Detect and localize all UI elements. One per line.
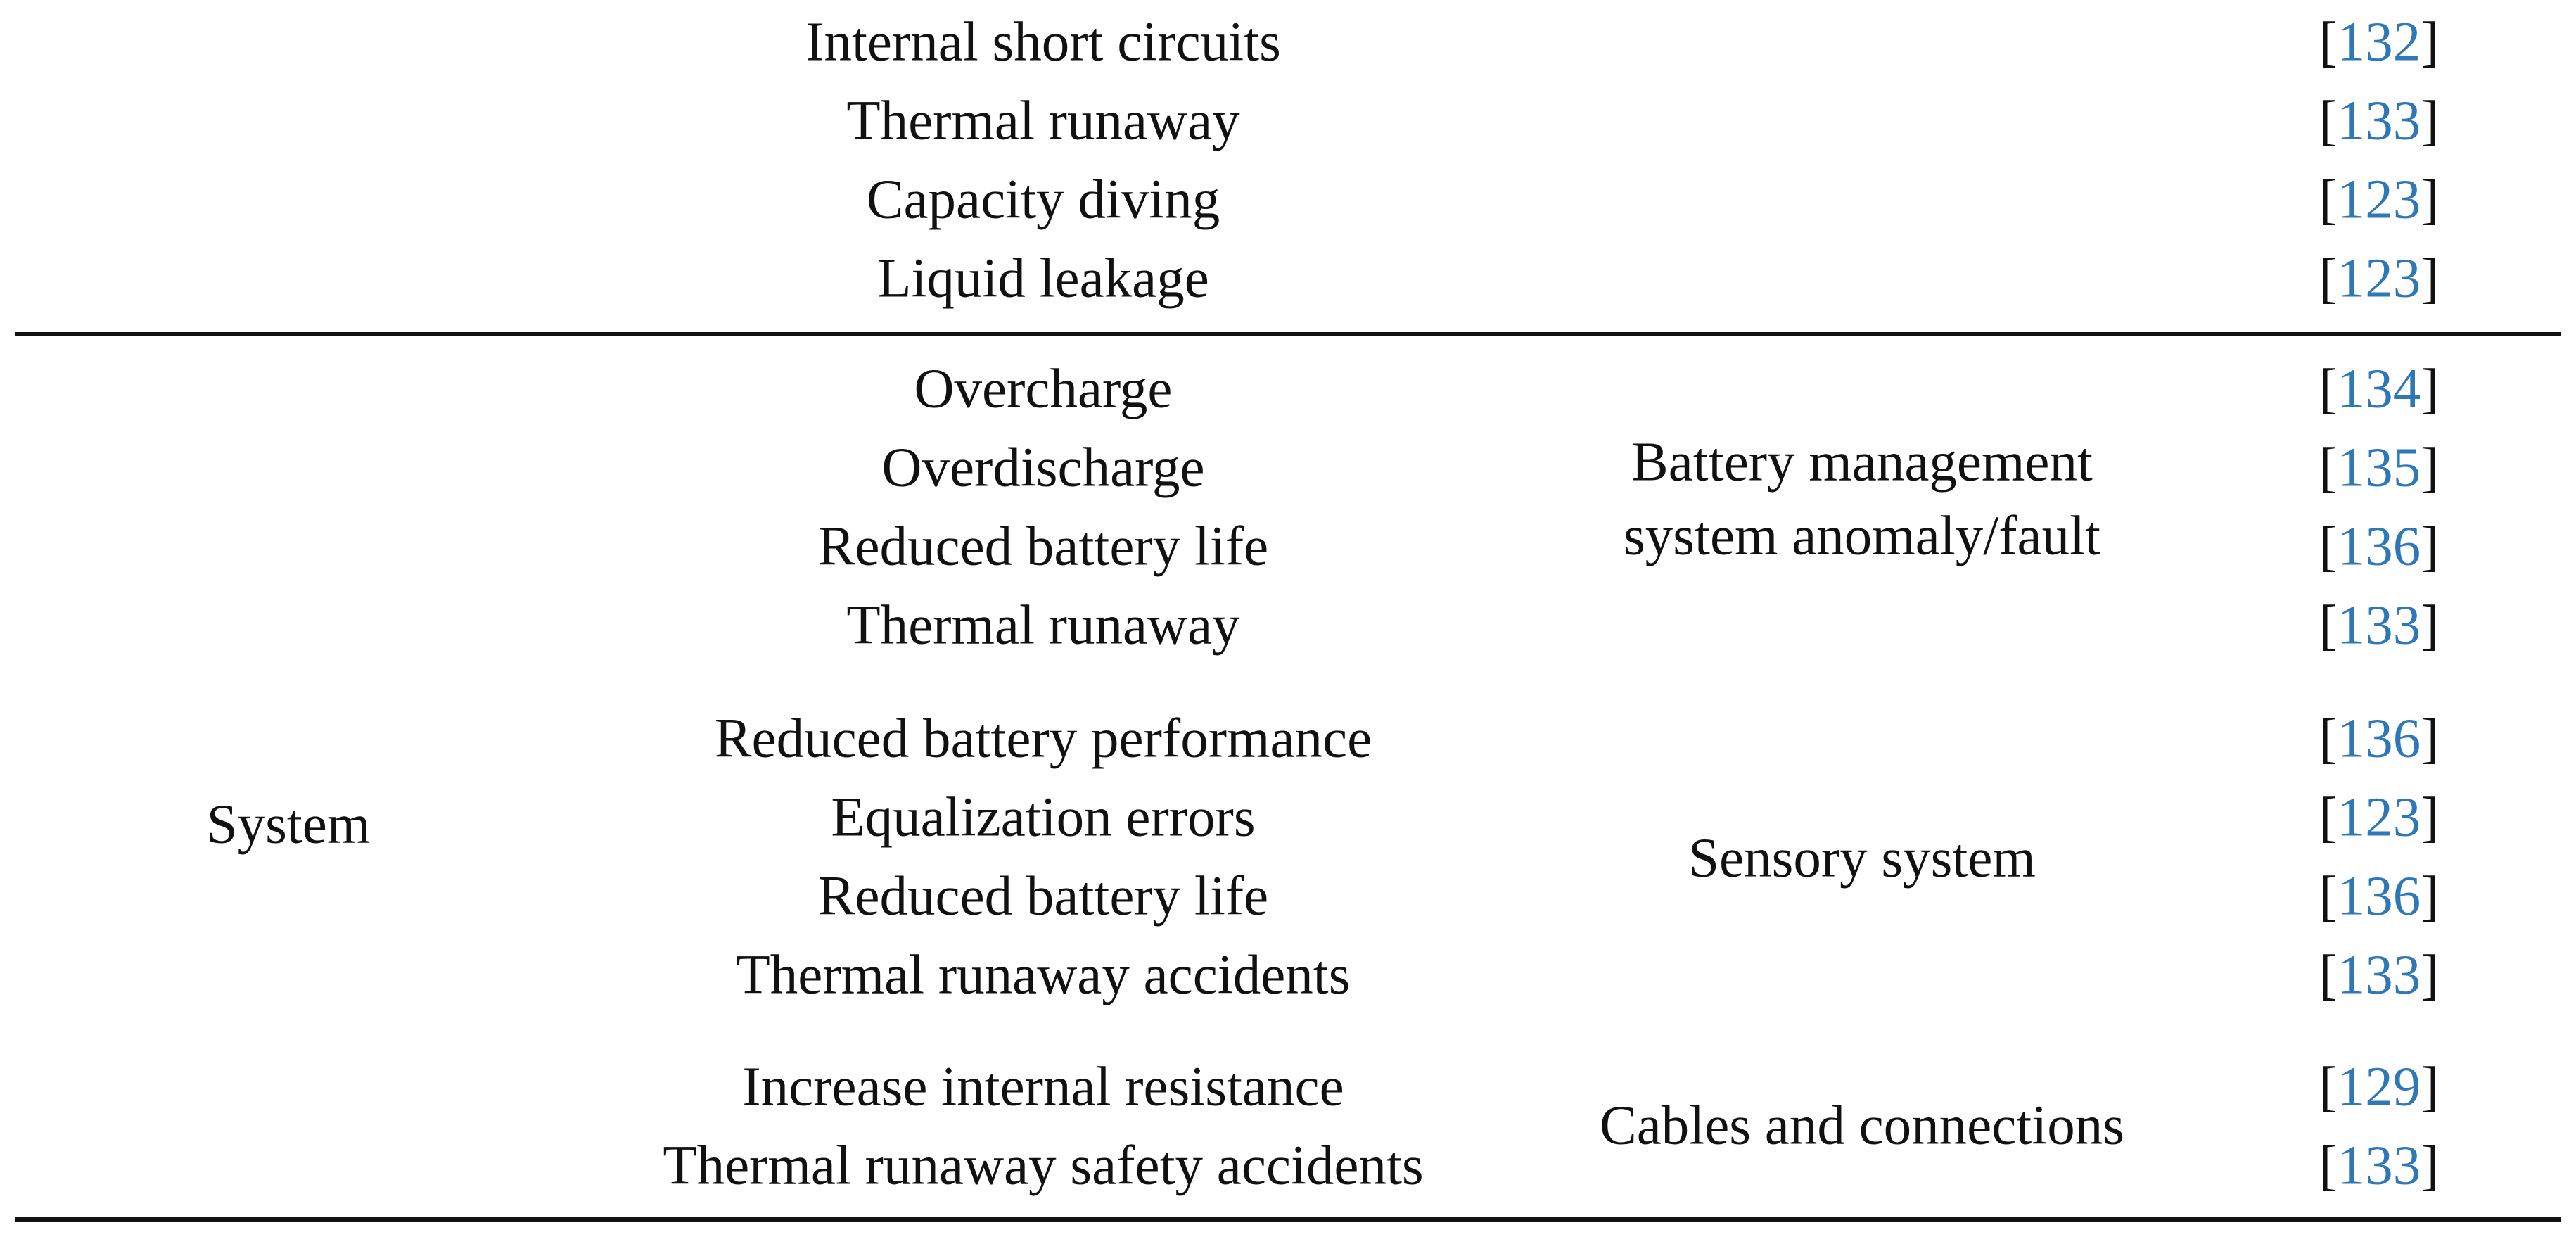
- close-bracket: ]: [2421, 1056, 2440, 1118]
- open-bracket: [: [2319, 90, 2338, 152]
- reference-cell: [2319, 944, 2440, 1006]
- effect-cell: Thermal runaway: [846, 90, 1240, 152]
- open-bracket: [: [2319, 865, 2338, 927]
- reference-link[interactable]: 133: [2337, 595, 2421, 656]
- close-bracket: ]: [2421, 358, 2440, 420]
- category-cell: System: [206, 794, 371, 856]
- open-bracket: [: [2319, 11, 2338, 73]
- close-bracket: ]: [2421, 11, 2440, 73]
- open-bracket: [: [2319, 1056, 2338, 1118]
- reference-link[interactable]: 133: [2337, 90, 2421, 152]
- reference-cell: [2319, 437, 2440, 499]
- open-bracket: [: [2319, 358, 2338, 420]
- open-bracket: [: [2319, 1135, 2338, 1197]
- close-bracket: ]: [2421, 944, 2440, 1006]
- close-bracket: ]: [2421, 1135, 2440, 1197]
- close-bracket: ]: [2421, 248, 2440, 310]
- component-cell: Cables and connections: [1600, 1095, 2124, 1157]
- effect-cell: Thermal runaway: [846, 595, 1240, 656]
- reference-cell: [2319, 1056, 2440, 1118]
- effect-cell: Reduced battery life: [817, 516, 1269, 578]
- effect-cell: Internal short circuits: [805, 11, 1281, 73]
- close-bracket: ]: [2421, 595, 2440, 656]
- reference-cell: [2319, 708, 2440, 770]
- reference-cell: [2319, 865, 2440, 927]
- reference-cell: [2319, 1135, 2440, 1197]
- effect-cell: Increase internal resistance: [742, 1056, 1344, 1118]
- reference-link[interactable]: 129: [2337, 1056, 2421, 1118]
- reference-link[interactable]: 135: [2337, 437, 2421, 499]
- reference-link[interactable]: 134: [2337, 358, 2421, 420]
- effect-cell: Capacity diving: [866, 169, 1220, 231]
- reference-cell: [2319, 516, 2440, 578]
- open-bracket: [: [2319, 595, 2338, 656]
- reference-cell: [2319, 90, 2440, 152]
- close-bracket: ]: [2421, 169, 2440, 231]
- open-bracket: [: [2319, 787, 2338, 849]
- close-bracket: ]: [2421, 437, 2440, 499]
- component-cell: system anomaly/fault: [1624, 505, 2100, 567]
- reference-link[interactable]: 123: [2337, 787, 2421, 849]
- close-bracket: ]: [2421, 708, 2440, 770]
- reference-link[interactable]: 136: [2337, 865, 2421, 927]
- reference-cell: [2319, 787, 2440, 849]
- effect-cell: Equalization errors: [831, 787, 1256, 849]
- close-bracket: ]: [2421, 865, 2440, 927]
- effect-cell: Liquid leakage: [877, 248, 1209, 310]
- reference-link[interactable]: 123: [2337, 169, 2421, 231]
- table-bottom-rule: [15, 1217, 2561, 1222]
- reference-link[interactable]: 136: [2337, 516, 2421, 578]
- open-bracket: [: [2319, 169, 2338, 231]
- open-bracket: [: [2319, 248, 2338, 310]
- close-bracket: ]: [2421, 787, 2440, 849]
- close-bracket: ]: [2421, 516, 2440, 578]
- effect-cell: Overcharge: [914, 358, 1173, 420]
- reference-link[interactable]: 133: [2337, 944, 2421, 1006]
- open-bracket: [: [2319, 708, 2338, 770]
- reference-cell: [2319, 11, 2440, 73]
- reference-link[interactable]: 136: [2337, 708, 2421, 770]
- section-divider: [15, 332, 2561, 336]
- reference-cell: [2319, 595, 2440, 656]
- effect-cell: Thermal runaway accidents: [736, 944, 1351, 1006]
- effect-cell: Thermal runaway safety accidents: [663, 1135, 1424, 1197]
- reference-link[interactable]: 132: [2337, 11, 2421, 73]
- component-cell: Battery management: [1631, 431, 2093, 493]
- effect-cell: Reduced battery life: [817, 865, 1269, 927]
- open-bracket: [: [2319, 437, 2338, 499]
- effect-cell: Reduced battery performance: [714, 708, 1372, 770]
- reference-link[interactable]: 123: [2337, 248, 2421, 310]
- component-cell: Sensory system: [1688, 827, 2036, 889]
- reference-cell: [2319, 248, 2440, 310]
- reference-cell: [2319, 169, 2440, 231]
- open-bracket: [: [2319, 516, 2338, 578]
- reference-link[interactable]: 133: [2337, 1135, 2421, 1197]
- reference-cell: [2319, 358, 2440, 420]
- effect-cell: Overdischarge: [881, 437, 1205, 499]
- open-bracket: [: [2319, 944, 2338, 1006]
- close-bracket: ]: [2421, 90, 2440, 152]
